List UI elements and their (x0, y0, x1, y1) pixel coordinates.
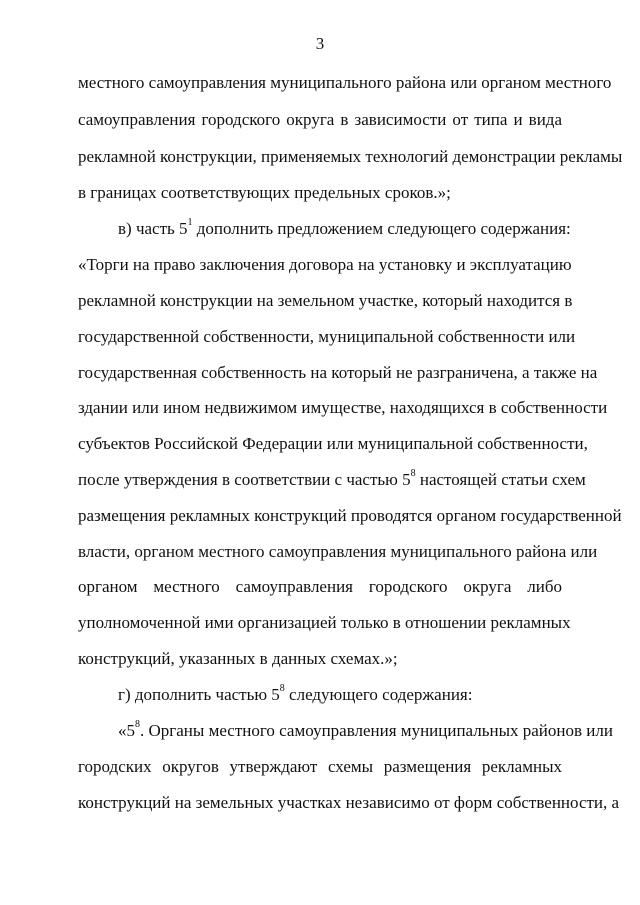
text-line: органом местного самоуправления городского округа либо (78, 577, 562, 596)
text-segment: после утверждения в соответствии с частью 5 (78, 470, 411, 489)
superscript: 8 (135, 719, 140, 731)
text-segment: . Органы местного самоуправления муниципальных районов или (140, 721, 613, 740)
text-segment: следующего содержания: (284, 685, 473, 704)
text-line: здании или ином недвижимом имуществе, находящихся в собственности (78, 398, 608, 417)
text-line: местного самоуправления муниципального района или органом местного (78, 73, 612, 92)
text-line: «Торги на право заключения договора на установку и эксплуатацию (78, 255, 572, 274)
text-line: рекламной конструкции на земельном участке, который находится в (78, 291, 573, 310)
page-number: 3 (315, 34, 325, 53)
text-line: власти, органом местного самоуправления муниципального района или (78, 542, 598, 561)
text-line (78, 468, 586, 491)
text-line (118, 217, 571, 240)
text-line: конструкций, указанных в данных схемах.»; (78, 649, 398, 668)
text-segment: «5 (118, 721, 135, 740)
text-line (118, 684, 562, 706)
text-segment: дополнить предложением следующего содержания: (192, 219, 571, 238)
text-line: городских округов утверждают схемы размещения рекламных (78, 757, 562, 776)
superscript: 1 (187, 217, 193, 229)
text-line: субъектов Российской Федерации или муниципальной собственности, (78, 434, 588, 453)
text-line (118, 719, 613, 742)
text-segment: настоящей статьи схем (415, 470, 586, 489)
superscript: 8 (410, 468, 416, 480)
text-line: государственной собственности, муниципальной собственности или (78, 327, 576, 346)
text-line: рекламной конструкции, применяемых технологий демонстрации рекламы (78, 147, 623, 166)
text-segment: в) часть 5 (118, 219, 188, 238)
text-line: самоуправления городского округа в зависимости от типа и вида (78, 110, 562, 129)
text-line: уполномоченной ими организацией только в отношении рекламных (78, 613, 571, 632)
text-segment: г) дополнить частью 5 (118, 685, 280, 704)
text-line: государственная собственность на который не разграничена, а также на (78, 363, 598, 382)
superscript: 8 (279, 683, 285, 695)
text-line: в границах соответствующих предельных сроков.»; (78, 183, 451, 202)
text-line: размещения рекламных конструкций проводятся органом государственной (78, 506, 622, 525)
text-line: конструкций на земельных участках независимо от форм собственности, а (78, 793, 620, 812)
